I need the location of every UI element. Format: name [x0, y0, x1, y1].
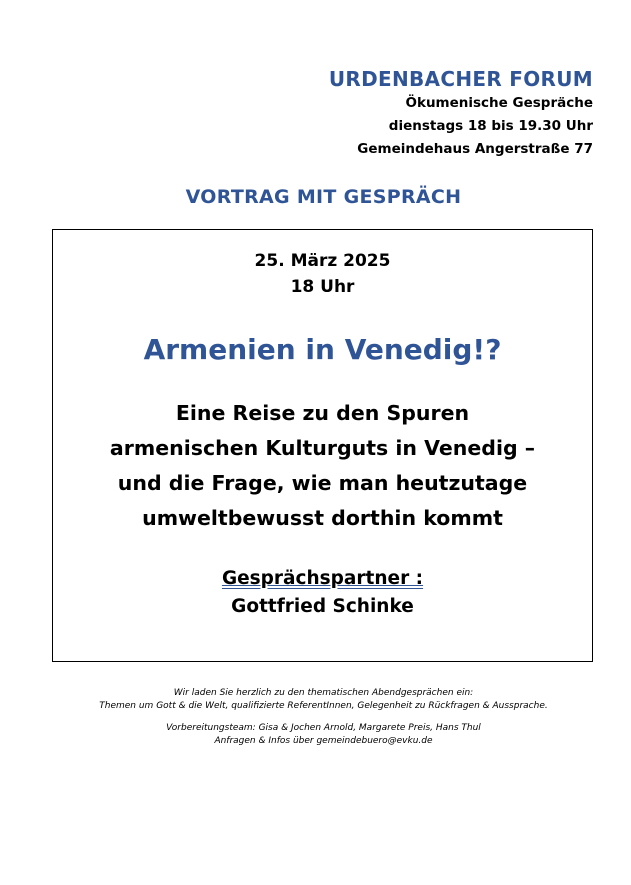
invite-line: Wir laden Sie herzlich zu den thematischen Abendgesprächen ein:	[173, 688, 474, 698]
description-line: armenischen Kulturguts in Venedig –	[109, 436, 536, 460]
org-title: URDENBACHER FORUM	[328, 67, 593, 91]
event-title: Armenien in Venedig!?	[143, 333, 502, 366]
team-line: Vorbereitungsteam: Gisa & Jochen Arnold, Margarete Preis, Hans Thul	[166, 723, 481, 733]
event-date: 25. März 2025	[254, 251, 391, 271]
description-line: und die Frage, wie man heutzutage	[117, 471, 528, 495]
partner-label: Gesprächspartner :	[221, 568, 424, 589]
footer	[0, 687, 631, 748]
footer-spacer	[0, 713, 631, 722]
description-line: umweltbewusst dorthin kommt	[142, 506, 503, 530]
event-type-heading: VORTRAG MIT GESPRÄCH	[185, 186, 462, 208]
header	[329, 66, 593, 161]
location-line: Gemeindehaus Angerstraße 77	[357, 141, 593, 157]
schedule-line: dienstags 18 bis 19.30 Uhr	[388, 118, 593, 134]
contact-line: Anfragen & Infos über gemeindebuero@evku.de	[214, 736, 433, 746]
event-time: 18 Uhr	[290, 277, 355, 297]
event-box	[52, 229, 593, 662]
invite-line: Themen um Gott & die Welt, qualifizierte ReferentInnen, Gelegenheit zu Rückfragen & Aussprache.	[99, 701, 548, 711]
description-line: Eine Reise zu den Spuren	[175, 401, 470, 425]
partner-name: Gottfried Schinke	[231, 596, 414, 617]
series-subtitle: Ökumenische Gespräche	[405, 95, 593, 111]
event-description	[53, 396, 592, 536]
